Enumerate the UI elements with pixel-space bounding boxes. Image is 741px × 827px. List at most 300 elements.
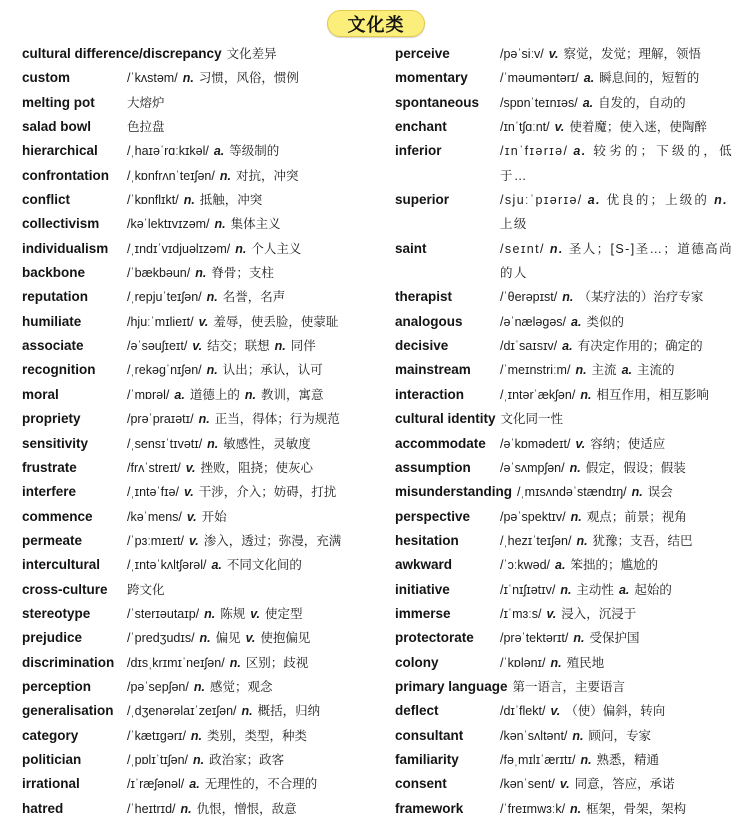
entry-part-of-speech: n. <box>572 728 584 743</box>
vocab-entry <box>395 66 733 90</box>
entry-detail <box>127 699 358 723</box>
entry-word: discrimination <box>22 654 115 670</box>
entry-word: colony <box>395 654 439 670</box>
vocab-entry <box>395 675 733 699</box>
vocab-entry <box>22 505 358 529</box>
entry-meaning: 起始的 <box>634 582 672 597</box>
entry-meaning: 文化差异 <box>226 47 277 61</box>
vocab-entry <box>22 578 358 602</box>
entry-phonetic: /ˈmeɪnstriːm/ <box>500 363 571 378</box>
entry-word: politician <box>22 751 82 767</box>
entry-part-of-speech: n. <box>190 728 203 743</box>
entry-word: intercultural <box>22 557 101 573</box>
entry-detail <box>127 529 358 553</box>
vocab-entry <box>22 285 358 309</box>
entry-meaning: 文化同一性 <box>500 412 564 427</box>
vocab-entry <box>395 432 733 456</box>
entry-part-of-speech: n. <box>214 217 226 232</box>
entry-word: analogous <box>395 313 463 329</box>
entry-detail <box>500 748 733 772</box>
entry-word: stereotype <box>22 605 91 621</box>
entry-meaning: 偏见 <box>215 631 241 646</box>
vocab-entry <box>395 456 733 480</box>
entry-phonetic: /ˈkʌstəm/ <box>127 71 178 86</box>
entry-phonetic: /ɪˈræʃənəl/ <box>127 777 185 792</box>
entry-part-of-speech: a. <box>189 777 200 792</box>
entry-word: accommodate <box>395 435 486 451</box>
entry-detail <box>127 675 358 699</box>
entry-meaning: 色拉盘 <box>127 120 165 135</box>
entry-phonetic: /spɒnˈteɪnɪəs/ <box>500 95 578 110</box>
entry-part-of-speech: v. <box>186 509 197 524</box>
entry-detail <box>500 578 733 602</box>
entry-detail <box>127 456 358 480</box>
entry-meaning: 容纳；使适应 <box>590 436 666 451</box>
entry-phonetic: /ˈkɒnflɪkt/ <box>127 193 179 208</box>
entry-detail <box>500 91 733 115</box>
entry-word: individualism <box>22 240 109 256</box>
entry-phonetic: /ˈpɜːmɪeɪt/ <box>127 533 185 548</box>
entry-detail <box>127 383 358 407</box>
entry-part-of-speech: a. <box>174 387 185 402</box>
vocab-entry <box>395 626 733 650</box>
entry-meaning: 认出；承认，认可 <box>222 363 323 378</box>
entry-phonetic: /ɪˈnɪʃɪətɪv/ <box>500 582 556 597</box>
entry-meaning: 不同文化间的 <box>226 558 302 573</box>
vocab-entry <box>22 261 358 285</box>
vocab-entry <box>22 432 358 456</box>
vocab-entry <box>22 626 358 650</box>
vocab-entry <box>22 115 358 139</box>
entry-word: therapist <box>395 289 453 305</box>
entry-detail <box>500 139 733 188</box>
vocab-entry <box>395 407 733 431</box>
entry-meaning: 圣人；[S-]圣…；道德高尚的人 <box>500 241 733 281</box>
entry-phonetic: /ˈmɒrəl/ <box>127 387 170 402</box>
entry-part-of-speech: v. <box>548 47 559 61</box>
entry-meaning: 道德上的 <box>189 387 240 402</box>
entry-part-of-speech: n. <box>204 606 216 621</box>
entry-part-of-speech: v. <box>192 339 203 354</box>
vocab-entry <box>22 797 358 821</box>
entry-meaning: 大熔炉 <box>127 95 165 110</box>
entry-meaning: 概括，归纳 <box>257 704 321 719</box>
entry-phonetic: /ˌɪntəˈkʌltʃərəl/ <box>127 558 207 573</box>
entry-part-of-speech: n. <box>580 752 592 767</box>
entry-word: hesitation <box>395 532 459 548</box>
entry-phonetic: /ˈsterɪəutaɪp/ <box>127 606 200 621</box>
entry-meaning: 主动性 <box>576 582 614 597</box>
entry-meaning: 上级 <box>500 217 528 232</box>
entry-detail <box>500 432 733 456</box>
entry-detail <box>127 724 358 748</box>
entry-detail <box>127 602 358 626</box>
entry-meaning: 犹豫；支吾，结巴 <box>592 533 693 548</box>
entry-phonetic: /kəˈmens/ <box>127 509 182 524</box>
entry-word: conflict <box>22 192 71 208</box>
entry-word: moral <box>22 386 59 402</box>
entry-phonetic: /dɪsˌkrɪmɪˈneɪʃən/ <box>127 655 225 670</box>
entry-word: humiliate <box>22 313 82 329</box>
entry-word: momentary <box>395 70 468 86</box>
entry-detail <box>500 456 733 480</box>
entry-meaning: 陈规 <box>220 606 246 621</box>
entry-word: cultural difference/discrepancy <box>22 46 222 61</box>
entry-phonetic: /ɪˈmɜːs/ <box>500 606 542 621</box>
entry-meaning: 对抗，冲突 <box>235 168 299 183</box>
vocab-entry <box>395 42 733 66</box>
vocab-entry <box>22 553 358 577</box>
entry-meaning: 观点；前景；视角 <box>586 509 687 524</box>
entry-detail <box>500 66 733 90</box>
entry-meaning: 类别，类型，种类 <box>207 728 308 743</box>
entry-meaning: 顾问，专家 <box>588 728 652 743</box>
entry-phonetic: /əˈnæləgəs/ <box>500 314 567 329</box>
vocab-entry <box>395 602 733 626</box>
entry-detail <box>500 358 733 382</box>
entry-phonetic: /sjuːˈpɪərɪə/ <box>500 193 583 208</box>
entry-part-of-speech: v. <box>554 120 565 135</box>
vocab-entry <box>22 188 358 212</box>
entry-phonetic: /dɪˈsaɪsɪv/ <box>500 339 558 354</box>
entry-meaning: 类似的 <box>586 314 624 329</box>
vocab-entry <box>22 456 358 480</box>
vocab-entry <box>22 42 358 66</box>
entry-word: propriety <box>22 411 81 427</box>
entry-phonetic: /ˌsensɪˈtɪvətɪ/ <box>127 436 203 451</box>
entry-meaning: 同意，答应，承诺 <box>574 777 675 792</box>
entry-detail <box>500 651 733 675</box>
entry-word: permeate <box>22 532 83 548</box>
vocab-entry <box>22 724 358 748</box>
entry-detail <box>500 699 733 723</box>
entry-word: spontaneous <box>395 94 480 110</box>
entry-phonetic: /frʌˈstreɪt/ <box>127 460 181 475</box>
entry-phonetic: /ˌhaɪəˈrɑːkɪkəl/ <box>127 144 209 159</box>
entry-meaning: 习惯，风俗，惯例 <box>198 71 299 86</box>
entry-meaning: 个人主义 <box>251 241 302 256</box>
vocab-entry <box>22 529 358 553</box>
entry-word: enchant <box>395 119 447 135</box>
entry-phonetic: /ˈkɒlənɪ/ <box>500 655 546 670</box>
entry-detail <box>500 626 733 650</box>
vocab-entry <box>395 772 733 796</box>
entry-meaning: 有决定作用的；确定的 <box>577 339 703 354</box>
entry-part-of-speech: n. <box>193 679 205 694</box>
entry-detail <box>127 626 358 650</box>
entry-detail <box>127 407 358 431</box>
entry-word: immerse <box>395 605 451 621</box>
entry-detail <box>500 797 733 821</box>
vocab-entry <box>395 115 733 139</box>
entry-phonetic: /kəˈlektɪvɪzəm/ <box>127 217 210 232</box>
vocab-entry <box>22 675 358 699</box>
entry-word: interfere <box>22 484 77 500</box>
entry-phonetic: /əˈsəuʃɪeɪt/ <box>127 339 188 354</box>
entry-part-of-speech: a. <box>587 193 601 208</box>
entry-part-of-speech: n. <box>550 655 562 670</box>
vocab-entry <box>395 139 733 188</box>
entry-word: deflect <box>395 703 439 719</box>
entry-phonetic: /ˌrepjuˈteɪʃən/ <box>127 290 202 305</box>
entry-phonetic: /ˈbækbəun/ <box>127 266 191 281</box>
entry-phonetic: /pəˈsiːv/ <box>500 47 544 61</box>
entry-part-of-speech: n. <box>206 363 218 378</box>
entry-meaning: 主流的 <box>637 363 675 378</box>
entry-detail <box>500 115 733 139</box>
entry-phonetic: /fəˌmɪlɪˈærɪtɪ/ <box>500 752 576 767</box>
entry-meaning: 挫败，阻挠；使灰心 <box>200 460 314 475</box>
entry-part-of-speech: n. <box>569 460 581 475</box>
entry-detail <box>500 237 733 286</box>
entry-word: framework <box>395 800 464 816</box>
entry-meaning: 感觉；观念 <box>209 679 273 694</box>
entry-part-of-speech: a. <box>618 582 630 597</box>
entry-meaning: 殖民地 <box>566 655 605 670</box>
vocab-entry <box>22 699 358 723</box>
entry-word: protectorate <box>395 630 474 646</box>
entry-meaning: 区别；歧视 <box>245 655 309 670</box>
entry-word: awkward <box>395 557 453 573</box>
entry-meaning: 察觉，发觉；理解，领悟 <box>563 47 702 61</box>
vocab-entry <box>395 699 733 723</box>
entry-meaning: 脊骨；支柱 <box>211 266 274 281</box>
entry-part-of-speech: n. <box>198 412 210 427</box>
vocab-entry <box>22 407 358 431</box>
entry-detail <box>517 480 733 504</box>
vocab-entry <box>22 91 358 115</box>
entry-part-of-speech: n. <box>560 582 572 597</box>
entry-meaning: 跨文化 <box>127 582 165 597</box>
entry-part-of-speech: n. <box>207 436 219 451</box>
entry-meaning: 政治家；政客 <box>209 752 285 767</box>
entry-phonetic: /ˈɔːkwəd/ <box>500 558 551 573</box>
entry-meaning: 羞辱，使丢脸，使蒙耻 <box>213 314 339 329</box>
entry-detail <box>127 188 358 212</box>
entry-phonetic: /ˌɪntərˈækʃən/ <box>500 387 576 402</box>
entry-part-of-speech: a. <box>573 144 587 159</box>
vocab-entry <box>395 310 733 334</box>
entry-meaning: 假定，假设；假装 <box>585 460 686 475</box>
entry-part-of-speech: n. <box>193 752 205 767</box>
entry-word: primary language <box>395 678 508 694</box>
entry-detail <box>500 553 733 577</box>
entry-meaning: 误会 <box>647 485 673 500</box>
entry-meaning: 瞬息间的，短暂的 <box>599 71 700 86</box>
entry-word: consent <box>395 776 447 792</box>
entry-detail <box>127 164 358 188</box>
entry-meaning: 集体主义 <box>230 217 281 232</box>
entry-detail <box>127 237 358 261</box>
vocab-entry <box>22 358 358 382</box>
entry-detail <box>127 578 358 602</box>
entry-detail <box>127 91 358 115</box>
vocab-entry <box>22 480 358 504</box>
entry-meaning: 使抱偏见 <box>260 631 311 646</box>
entry-word: assumption <box>395 459 471 475</box>
vocab-entry <box>395 651 733 675</box>
entry-word: familiarity <box>395 751 459 767</box>
vocab-entry <box>22 383 358 407</box>
entry-meaning: 受保护国 <box>589 631 640 646</box>
entry-part-of-speech: a. <box>571 314 582 329</box>
entry-word: associate <box>22 338 84 354</box>
entry-meaning: （某疗法的）治疗专家 <box>578 290 704 305</box>
entry-part-of-speech: n. <box>229 655 241 670</box>
entry-meaning: 熟悉，精通 <box>596 752 660 767</box>
entry-detail <box>500 529 733 553</box>
entry-detail <box>513 675 733 699</box>
entry-phonetic: /ɪnˈfɪərɪə/ <box>500 144 569 159</box>
entry-word: hierarchical <box>22 143 98 159</box>
entry-part-of-speech: n. <box>631 485 643 500</box>
vocab-entry <box>395 358 733 382</box>
entry-meaning: 同伴 <box>290 339 316 354</box>
entry-meaning: 较劣的；下级的，低于… <box>500 144 733 183</box>
vocab-entry <box>395 480 733 504</box>
entry-phonetic: /ˈθerəpɪst/ <box>500 290 558 305</box>
entry-detail <box>500 724 733 748</box>
vocab-entry <box>22 310 358 334</box>
entry-part-of-speech: a. <box>213 144 225 159</box>
vocab-entry <box>395 529 733 553</box>
entry-word: misunderstanding <box>395 484 513 500</box>
entry-part-of-speech: n. <box>244 387 256 402</box>
entry-phonetic: /ˌkɒnfrʌnˈteɪʃən/ <box>127 168 215 183</box>
entry-detail <box>500 505 733 529</box>
entry-meaning: 正当，得体；行为规范 <box>214 412 340 427</box>
entry-word: sensitivity <box>22 435 89 451</box>
entry-phonetic: /seɪnt/ <box>500 241 545 256</box>
entry-word: interaction <box>395 386 465 402</box>
entry-word: superior <box>395 192 450 208</box>
entry-part-of-speech: v. <box>185 460 196 475</box>
entry-detail <box>500 334 733 358</box>
entry-meaning: 浸入，沉浸于 <box>561 606 637 621</box>
entry-detail <box>127 505 358 529</box>
entry-phonetic: /əˈsʌmpʃən/ <box>500 460 565 475</box>
entry-phonetic: /pəˈsepʃən/ <box>127 679 189 694</box>
entry-meaning: 框架，骨架，架构 <box>586 801 687 816</box>
right-column <box>395 42 733 821</box>
entry-part-of-speech: n. <box>714 193 728 208</box>
entry-detail <box>127 651 358 675</box>
vocab-entry <box>395 797 733 821</box>
entry-part-of-speech: n. <box>580 387 592 402</box>
left-column <box>22 42 358 821</box>
entry-meaning: 干涉，介入；妨碍，打扰 <box>198 485 337 500</box>
entry-meaning: 教训，寓意 <box>260 387 324 402</box>
entry-phonetic: /ˈkætɪgərɪ/ <box>127 728 186 743</box>
entry-part-of-speech: a. <box>555 558 566 573</box>
entry-phonetic: /prəˈtektərɪt/ <box>500 631 569 646</box>
entry-detail <box>227 42 358 66</box>
entry-part-of-speech: n. <box>219 168 231 183</box>
entry-detail <box>127 358 358 382</box>
entry-detail <box>127 285 358 309</box>
entry-part-of-speech: v. <box>189 533 199 548</box>
entry-part-of-speech: v. <box>575 436 586 451</box>
vocab-entry <box>395 383 733 407</box>
entry-detail <box>127 797 358 821</box>
entry-phonetic: /ˈməuməntərɪ/ <box>500 71 579 86</box>
entry-phonetic: /ˌrekəgˈnɪʃən/ <box>127 363 202 378</box>
section-title-badge <box>327 10 425 37</box>
vocab-entry <box>395 505 733 529</box>
entry-meaning: （使）偏斜，转向 <box>565 704 666 719</box>
entry-part-of-speech: a. <box>211 558 222 573</box>
vocab-entry <box>395 285 733 309</box>
entry-part-of-speech: n. <box>241 704 253 719</box>
entry-word: inferior <box>395 143 442 159</box>
vocab-entry <box>395 553 733 577</box>
entry-phonetic: /hjuːˈmɪlieɪt/ <box>127 314 194 329</box>
entry-meaning: 无理性的，不合理的 <box>204 777 318 792</box>
entry-detail <box>127 748 358 772</box>
entry-word: decisive <box>395 338 449 354</box>
entry-phonetic: /ˌɪntəˈfɪə/ <box>127 485 179 500</box>
vocab-entry <box>22 772 358 796</box>
entry-word: cross-culture <box>22 581 108 597</box>
entry-phonetic: /dɪˈflekt/ <box>500 704 546 719</box>
entry-phonetic: /ˌmɪsʌndəˈstændɪŋ/ <box>517 485 627 500</box>
entry-detail <box>500 285 733 309</box>
entry-word: collectivism <box>22 216 100 232</box>
vocab-entry <box>22 164 358 188</box>
entry-phonetic: /ˌhezɪˈteɪʃən/ <box>500 533 572 548</box>
section-title: 文化类 <box>347 14 405 35</box>
entry-word: custom <box>22 70 71 86</box>
entry-meaning: 相互作用，相互影响 <box>596 387 709 402</box>
entry-part-of-speech: n. <box>199 631 211 646</box>
entry-detail <box>500 383 733 407</box>
vocab-entry <box>395 334 733 358</box>
entry-detail <box>127 66 358 90</box>
vocab-entry <box>22 334 358 358</box>
vocab-entry <box>395 91 733 115</box>
entry-meaning: 开始 <box>201 509 227 524</box>
entry-detail <box>127 115 358 139</box>
entry-word: backbone <box>22 265 86 281</box>
entry-part-of-speech: v. <box>250 606 261 621</box>
entry-part-of-speech: a. <box>562 339 573 354</box>
entry-detail <box>127 334 358 358</box>
entry-part-of-speech: n. <box>274 339 286 354</box>
entry-part-of-speech: a. <box>621 363 632 378</box>
entry-word: initiative <box>395 581 450 597</box>
entry-meaning: 仇恨，憎恨，敌意 <box>196 801 297 816</box>
entry-word: saint <box>395 240 427 256</box>
entry-detail <box>127 772 358 796</box>
entry-detail <box>500 310 733 334</box>
entry-part-of-speech: n. <box>573 631 585 646</box>
vocab-entry <box>395 578 733 602</box>
entry-detail <box>127 261 358 285</box>
entry-phonetic: /ˈheɪtrɪd/ <box>127 801 176 816</box>
entry-part-of-speech: a. <box>582 95 594 110</box>
entry-meaning: 敏感性，灵敏度 <box>223 436 311 451</box>
entry-meaning: 使着魔；使入迷，使陶醉 <box>569 120 707 135</box>
entry-word: commence <box>22 508 93 524</box>
entry-word: mainstream <box>395 362 471 378</box>
vocab-entry <box>22 602 358 626</box>
entry-meaning: 使定型 <box>265 606 303 621</box>
entry-word: category <box>22 727 79 743</box>
entry-word: generalisation <box>22 703 114 719</box>
vocab-entry <box>395 748 733 772</box>
entry-part-of-speech: v. <box>546 606 557 621</box>
entry-word: consultant <box>395 727 464 743</box>
